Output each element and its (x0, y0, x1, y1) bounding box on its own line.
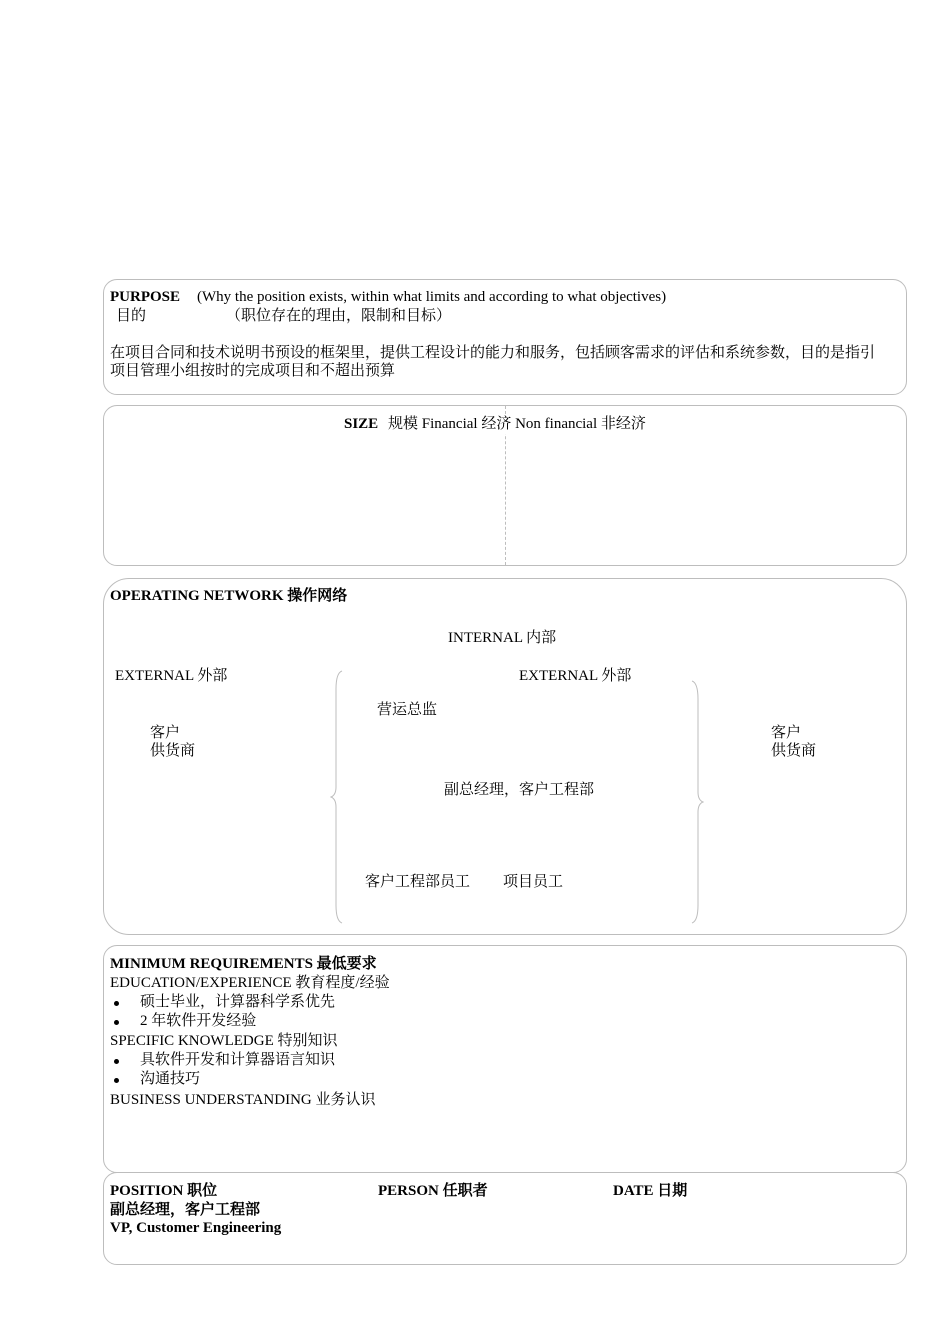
purpose-heading: PURPOSE (110, 289, 181, 305)
operating-network-section (103, 578, 907, 935)
education-label: EDUCATION/EXPERIENCE 教育程度/经验 (110, 975, 390, 991)
position-label: POSITION 职位 (110, 1183, 218, 1199)
business-understanding-label: BUSINESS UNDERSTANDING 业务认识 (110, 1092, 376, 1108)
external-center-label: EXTERNAL 外部 (519, 668, 632, 684)
list-item: 具软件开发和计算器语言知识 (110, 1051, 335, 1070)
size-section (103, 405, 907, 566)
size-heading: SIZE (344, 416, 379, 432)
role-project-staff: 项目员工 (503, 874, 564, 890)
list-item: 2 年软件开发经验 (110, 1012, 335, 1031)
role-operations-director: 营运总监 (377, 702, 438, 718)
position-section (103, 1172, 907, 1265)
left-brace-icon (330, 669, 346, 925)
purpose-text-line1: 在项目合同和技术说明书预设的框架里，提供工程设计的能力和服务，包括顾客需求的评估和系统参数，目的是指引 (110, 345, 876, 361)
list-item: 硕士毕业，计算器科学系优先 (110, 993, 335, 1012)
external-left-label: EXTERNAL 外部 (115, 668, 228, 684)
knowledge-label: SPECIFIC KNOWLEDGE 特别知识 (110, 1033, 338, 1049)
position-title-en: VP, Customer Engineering (110, 1220, 282, 1236)
left-external-item-customer: 客户 (150, 725, 181, 741)
role-vp-customer-engineering: 副总经理，客户工程部 (444, 782, 595, 798)
minimum-requirements-section (103, 945, 907, 1173)
size-label: 规模 Financial 经济 Non financial 非经济 (388, 416, 646, 432)
education-list (110, 993, 335, 1031)
date-label: DATE 日期 (613, 1183, 688, 1199)
list-item: 沟通技巧 (110, 1070, 335, 1089)
internal-label: INTERNAL 内部 (448, 630, 557, 646)
knowledge-list (110, 1051, 335, 1089)
right-brace-icon (688, 679, 704, 925)
network-heading: OPERATING NETWORK 操作网络 (110, 588, 348, 604)
left-external-item-supplier: 供货商 (150, 743, 196, 759)
right-external-item-supplier: 供货商 (771, 743, 817, 759)
purpose-heading-cn: 目的 (116, 308, 147, 324)
role-customer-engineering-staff: 客户工程部员工 (365, 874, 471, 890)
purpose-subheading: (Why the position exists, within what limits and according to what objectives) (197, 289, 667, 305)
purpose-text-line2: 项目管理小组按时的完成项目和不超出预算 (110, 363, 396, 379)
person-label: PERSON 任职者 (378, 1183, 488, 1199)
position-title-cn: 副总经理，客户工程部 (110, 1202, 261, 1218)
purpose-subheading-cn: （职位存在的理由，限制和目标） (226, 308, 452, 324)
right-external-item-customer: 客户 (771, 725, 802, 741)
purpose-section (103, 279, 907, 395)
requirements-heading: MINIMUM REQUIREMENTS 最低要求 (110, 956, 377, 972)
